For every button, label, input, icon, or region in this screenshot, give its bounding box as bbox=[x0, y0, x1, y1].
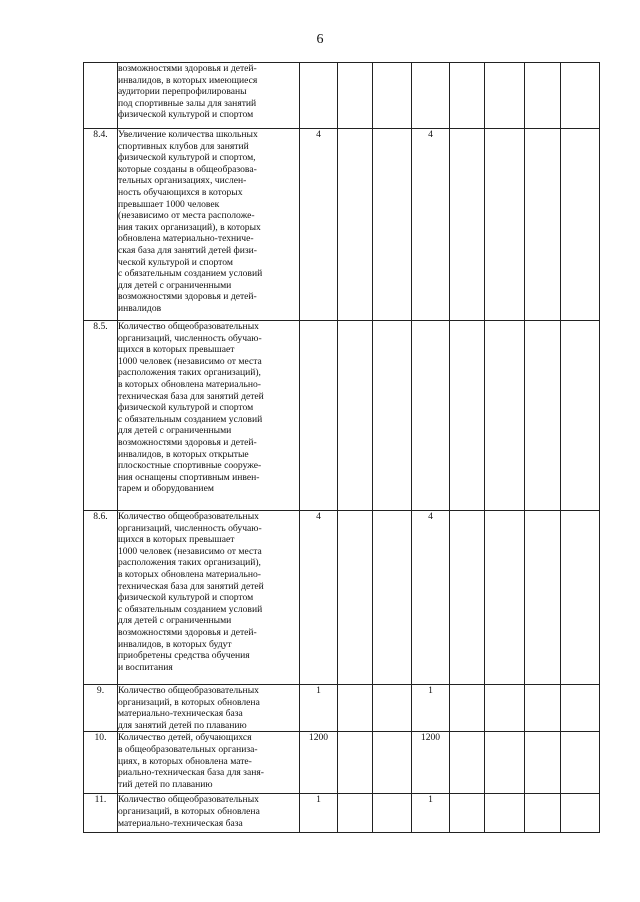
value-cell: 1 bbox=[412, 794, 450, 833]
row-description bbox=[118, 129, 300, 321]
table-row bbox=[84, 321, 600, 511]
description-line: для детей с ограниченными bbox=[118, 425, 232, 437]
description-line: ская база для занятий детей физи- bbox=[118, 244, 257, 256]
description-line: Увеличение количества школьных bbox=[118, 129, 258, 140]
value-cell bbox=[561, 511, 600, 685]
value-cell bbox=[338, 63, 373, 129]
value-cell bbox=[373, 685, 412, 732]
value-cell bbox=[561, 63, 600, 129]
description-line: обновлена материально-техниче- bbox=[118, 233, 254, 245]
value-cell bbox=[485, 129, 525, 321]
description-line: щихся в которых превышает bbox=[118, 534, 235, 546]
row-number: 8.5. bbox=[84, 321, 118, 511]
value-cell bbox=[373, 321, 412, 511]
value-cell bbox=[300, 321, 338, 511]
table-body bbox=[84, 63, 600, 833]
description-line: и воспитания bbox=[118, 661, 173, 673]
description-line: тарем и оборудованием bbox=[118, 483, 214, 495]
description-line: возможностями здоровья и детей- bbox=[118, 436, 257, 448]
value-cell bbox=[561, 321, 600, 511]
description-line: Количество общеобразовательных bbox=[118, 794, 259, 806]
value-cell bbox=[300, 63, 338, 129]
row-number: 8.4. bbox=[84, 129, 118, 321]
description-line: организаций, в которых обновлена bbox=[118, 805, 260, 817]
description-line: возможностями здоровья и детей- bbox=[118, 626, 257, 638]
value-cell bbox=[450, 129, 485, 321]
row-number: 9. bbox=[84, 685, 118, 732]
value-cell bbox=[450, 511, 485, 685]
description-line: Количество общеобразовательных bbox=[118, 511, 259, 522]
table-row bbox=[84, 685, 600, 732]
value-cell bbox=[373, 732, 412, 794]
table-row bbox=[84, 794, 600, 833]
table-row bbox=[84, 129, 600, 321]
description-line: инвалидов, в которых имеющиеся bbox=[118, 74, 258, 86]
description-line: в общеобразовательных организа- bbox=[118, 743, 258, 755]
description-line: с обязательным созданием условий bbox=[118, 268, 263, 280]
description-line: физической культурой и спортом bbox=[118, 109, 254, 121]
description-line: для детей с ограниченными bbox=[118, 615, 232, 627]
description-line: возможностями здоровья и детей- bbox=[118, 63, 257, 74]
table-row bbox=[84, 732, 600, 794]
description-line: Количество общеобразовательных bbox=[118, 321, 259, 332]
description-line: организаций, численность обучаю- bbox=[118, 522, 262, 534]
value-cell bbox=[338, 685, 373, 732]
value-cell: 4 bbox=[300, 129, 338, 321]
value-cell bbox=[338, 129, 373, 321]
description-line: спортивных клубов для занятий bbox=[118, 140, 249, 152]
row-description bbox=[118, 511, 300, 685]
description-line: для детей с ограниченными bbox=[118, 279, 232, 291]
description-line: организаций, в которых обновлена bbox=[118, 696, 260, 708]
row-description bbox=[118, 685, 300, 732]
row-description bbox=[118, 732, 300, 794]
value-cell: 4 bbox=[412, 511, 450, 685]
value-cell: 1 bbox=[412, 685, 450, 732]
value-cell: 1 bbox=[300, 794, 338, 833]
row-number bbox=[84, 63, 118, 129]
description-line: ческой культурой и спортом bbox=[118, 256, 233, 268]
value-cell bbox=[450, 685, 485, 732]
value-cell bbox=[525, 63, 561, 129]
description-line: инвалидов bbox=[118, 302, 162, 314]
description-line: риально-техническая база для заня- bbox=[118, 767, 264, 779]
value-cell bbox=[561, 685, 600, 732]
description-line: расположения таких организаций), bbox=[118, 367, 261, 379]
value-cell bbox=[561, 129, 600, 321]
description-line: расположения таких организаций), bbox=[118, 557, 261, 569]
row-number: 11. bbox=[84, 794, 118, 833]
description-line: тельных организациях, числен- bbox=[118, 175, 247, 187]
description-line: возможностями здоровья и детей- bbox=[118, 291, 257, 303]
description-line: превышает 1000 человек bbox=[118, 198, 220, 210]
description-line: плоскостные спортивные сооруже- bbox=[118, 460, 262, 472]
description-line: в которых обновлена материально- bbox=[118, 568, 261, 580]
value-cell bbox=[450, 321, 485, 511]
value-cell bbox=[485, 685, 525, 732]
value-cell bbox=[338, 321, 373, 511]
value-cell bbox=[525, 511, 561, 685]
value-cell bbox=[373, 511, 412, 685]
value-cell bbox=[338, 732, 373, 794]
description-line: 1000 человек (независимо от места bbox=[118, 545, 262, 557]
value-cell bbox=[485, 321, 525, 511]
description-line: под спортивные залы для занятий bbox=[118, 97, 257, 109]
description-line: Количество общеобразовательных bbox=[118, 685, 259, 696]
value-cell bbox=[338, 794, 373, 833]
value-cell bbox=[373, 63, 412, 129]
value-cell bbox=[525, 321, 561, 511]
value-cell: 1200 bbox=[300, 732, 338, 794]
description-line: (независимо от места расположе- bbox=[118, 210, 255, 222]
value-cell bbox=[450, 732, 485, 794]
description-line: ния оснащены спортивным инвен- bbox=[118, 471, 260, 483]
description-line: с обязательным созданием условий bbox=[118, 413, 263, 425]
row-number: 10. bbox=[84, 732, 118, 794]
description-line: инвалидов, в которых открытые bbox=[118, 448, 249, 460]
row-description bbox=[118, 63, 300, 129]
description-line: инвалидов, в которых будут bbox=[118, 638, 232, 650]
row-description bbox=[118, 794, 300, 833]
value-cell bbox=[450, 63, 485, 129]
value-cell: 1 bbox=[300, 685, 338, 732]
description-line: ния таких организаций), в которых bbox=[118, 221, 261, 233]
description-line: физической культурой и спортом, bbox=[118, 152, 256, 164]
value-cell bbox=[525, 129, 561, 321]
description-line: физической культурой и спортом bbox=[118, 592, 254, 604]
description-line: которые созданы в общеобразова- bbox=[118, 163, 257, 175]
value-cell bbox=[525, 794, 561, 833]
value-cell: 4 bbox=[300, 511, 338, 685]
description-line: приобретены средства обучения bbox=[118, 650, 250, 662]
row-number: 8.6. bbox=[84, 511, 118, 685]
description-line: для занятий детей по плаванию bbox=[118, 719, 247, 731]
description-line: материально-техническая база bbox=[118, 708, 243, 720]
value-cell bbox=[412, 63, 450, 129]
page-number: 6 bbox=[316, 32, 324, 47]
value-cell bbox=[485, 511, 525, 685]
description-line: в которых обновлена материально- bbox=[118, 378, 261, 390]
description-line: 1000 человек (независимо от места bbox=[118, 355, 262, 367]
row-description bbox=[118, 321, 300, 511]
value-cell bbox=[485, 63, 525, 129]
value-cell: 1200 bbox=[412, 732, 450, 794]
value-cell bbox=[485, 794, 525, 833]
value-cell bbox=[525, 732, 561, 794]
description-line: щихся в которых превышает bbox=[118, 344, 235, 356]
value-cell bbox=[485, 732, 525, 794]
value-cell bbox=[561, 732, 600, 794]
value-cell bbox=[525, 685, 561, 732]
description-line: с обязательным созданием условий bbox=[118, 603, 263, 615]
table-row bbox=[84, 63, 600, 129]
description-line: Количество детей, обучающихся bbox=[118, 732, 252, 744]
value-cell bbox=[412, 321, 450, 511]
table-row bbox=[84, 511, 600, 685]
description-line: ность обучающихся в которых bbox=[118, 186, 243, 198]
description-line: материально-техническая база bbox=[118, 817, 243, 829]
value-cell: 4 bbox=[412, 129, 450, 321]
indicators-table bbox=[83, 62, 600, 833]
description-line: циях, в которых обновлена мате- bbox=[118, 755, 252, 767]
value-cell bbox=[450, 794, 485, 833]
value-cell bbox=[338, 511, 373, 685]
value-cell bbox=[373, 129, 412, 321]
description-line: тий детей по плаванию bbox=[118, 778, 213, 790]
description-line: аудитории перепрофилированы bbox=[118, 86, 247, 98]
value-cell bbox=[373, 794, 412, 833]
description-line: организаций, численность обучаю- bbox=[118, 332, 262, 344]
value-cell bbox=[561, 794, 600, 833]
description-line: техническая база для занятий детей bbox=[118, 580, 264, 592]
description-line: физической культурой и спортом bbox=[118, 402, 254, 414]
description-line: техническая база для занятий детей bbox=[118, 390, 264, 402]
